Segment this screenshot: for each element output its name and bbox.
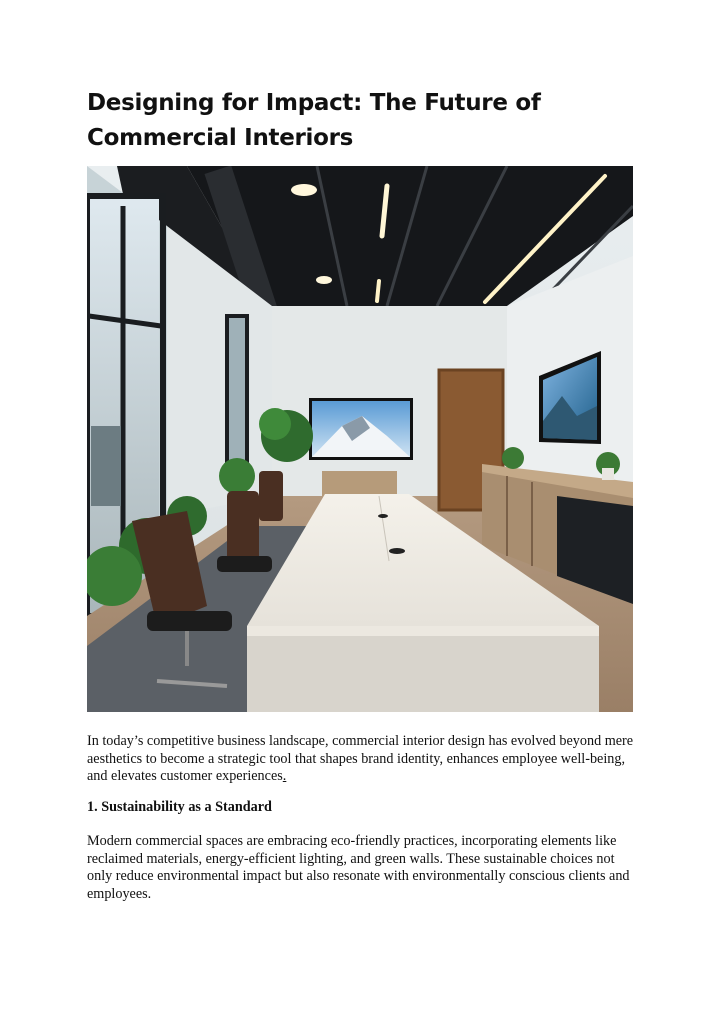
conference-room-photo-icon <box>87 166 633 712</box>
page-title: Designing for Impact: The Future of Commercial Interiors <box>87 90 541 151</box>
section-heading: 1. Sustainability as a Standard <box>87 799 272 815</box>
section-paragraph: Modern commercial spaces are embracing eco-friendly practices, incorporating elements like reclaimed materials, energy-efficient lighting, and green walls. These sustainable choices not only reduce environmental impact but also resonate with environmentally conscious clients and employees. <box>87 833 630 902</box>
intro-link[interactable]: . <box>282 768 287 784</box>
intro-paragraph <box>87 733 635 786</box>
intro-text: In today’s competitive business landscape, commercial interior design has evolved beyond mere aesthetics to become a strategic tool that shapes brand identity, enhances employee well-being, and elevates customer experiences <box>87 733 634 784</box>
hero-image <box>87 166 633 712</box>
